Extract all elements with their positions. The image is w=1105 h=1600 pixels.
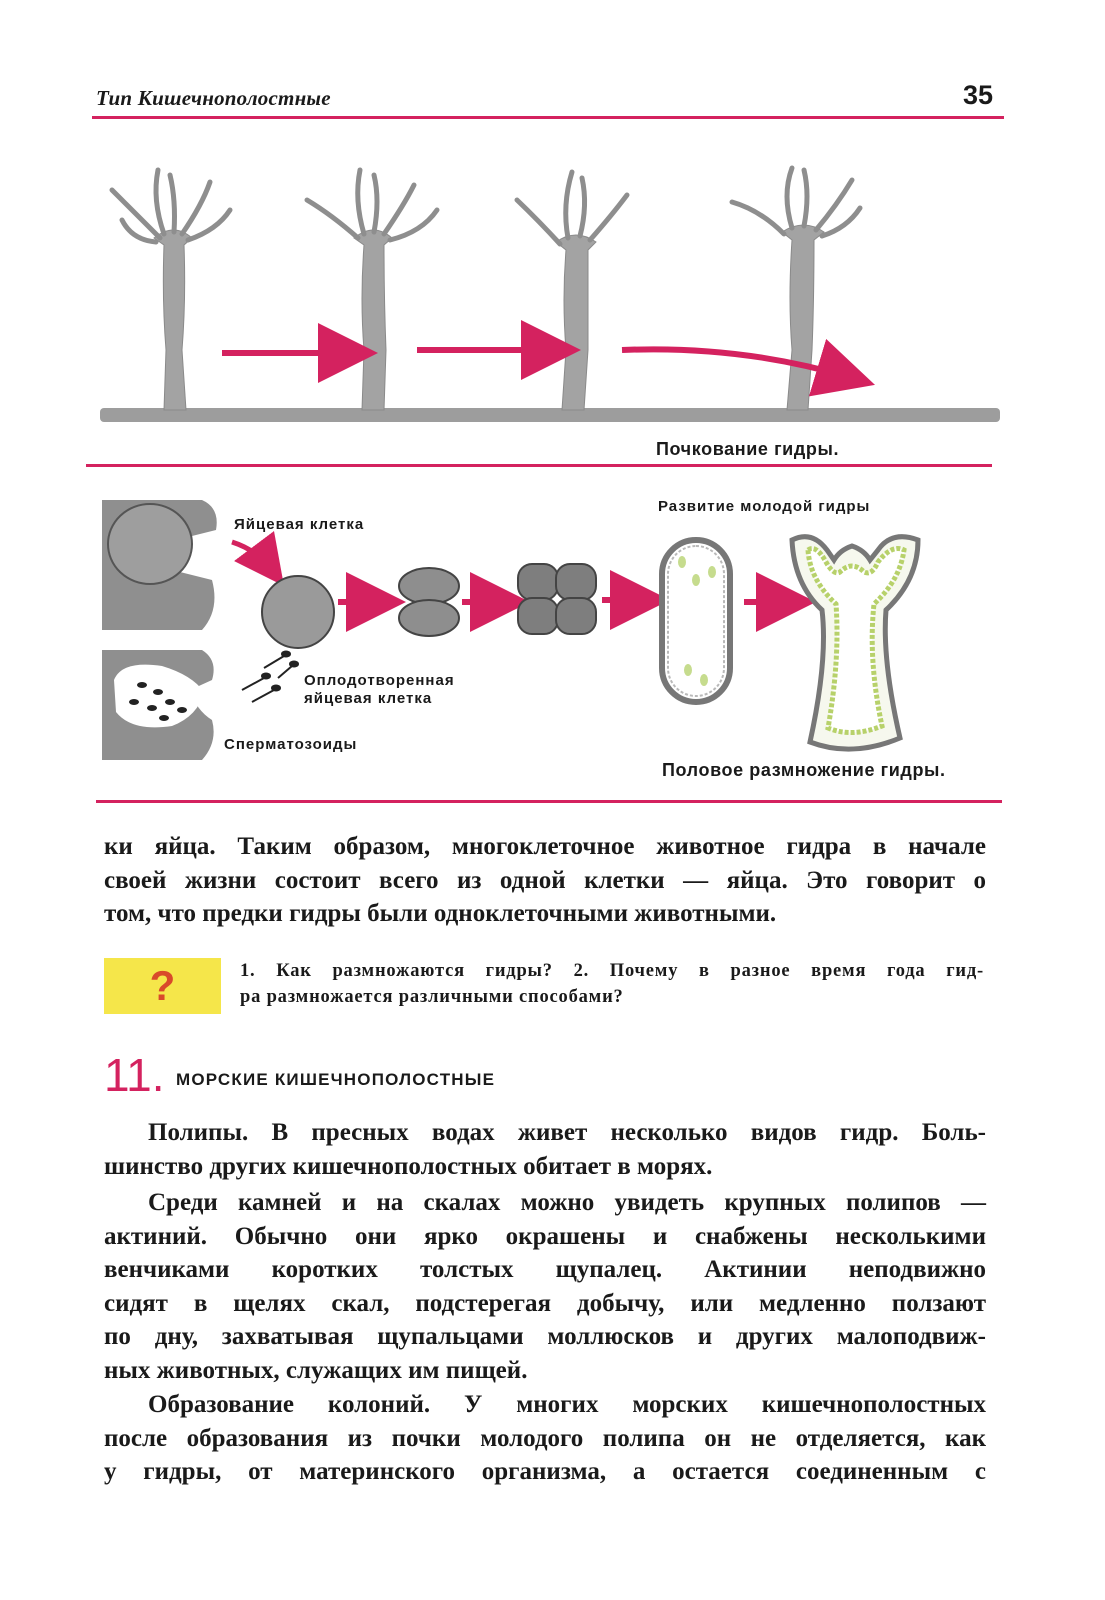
page-number: 35 (962, 80, 993, 110)
egg-cell-label: Яйцевая клетка (234, 516, 365, 533)
substrate-bar (100, 408, 1000, 422)
development-label: Развитие молодой гидры (658, 498, 871, 515)
polyps-paragraph: Полипы. В пресных водах живет несколько видов гидр. Боль- шинство других кишечнополостных обитает в морях. (104, 1119, 986, 1180)
actinia-paragraph: Среди камней и на скалах можно увидеть крупных полипов — актиний. Обычно они ярко окрашены и снабжены несколькими венчиками коротких толстых щупалец. Актинии неподвижно сидят в щелях скал, подстерегая добычу, или медленно ползают по дну, захватывая щупальцами моллюсков и других малоподвиж- ных животных, служащих им пищей. (104, 1189, 986, 1384)
egg-in-ovary (108, 504, 192, 584)
figure2-caption: Половое размножение гидры. (662, 760, 946, 780)
hydra-stage-2 (307, 170, 437, 410)
figure1-caption: Почкование гидры. (656, 439, 840, 459)
review-questions: 1. Как размножаются гидры? 2. Почему в разное время года гид- ра размножается различными способами? (240, 961, 984, 1007)
hydra-budding-illustration (92, 150, 1004, 445)
eight-cell-stage (518, 564, 596, 634)
header-rule (92, 116, 1004, 119)
section-title: МОРСКИЕ КИШЕЧНОПОЛОСТНЫЕ (176, 1070, 496, 1089)
hydra-stage-3 (517, 172, 627, 410)
running-head: Тип Кишечнополостные (96, 86, 331, 110)
young-hydra-stage (792, 537, 918, 749)
section-number: 11. (104, 1049, 165, 1101)
question-badge: ? (104, 958, 221, 1014)
figure1-rule (86, 464, 992, 467)
colonies-paragraph: Образование колоний. У многих морских кишечнополостных после образования из почки молодого полипа он не отделяется, как у гидры, от материнского организма, а остается соединенным с (104, 1391, 986, 1486)
sperm-label: Сперматозоиды (224, 736, 358, 753)
egg-cell (262, 576, 334, 648)
hydra-stage-1 (112, 170, 230, 410)
free-sperm (242, 652, 298, 703)
egg-release-arrow (232, 542, 272, 570)
intro-paragraph: ки яйца. Таким образом, многоклеточное животное гидра в начале своей жизни состоит всего из одной клетки — яйца. Это говорит о том, что предки гидры были одноклеточными животными. (104, 833, 986, 928)
figure2-rule (96, 800, 1002, 803)
fertilized-egg-label-2: яйцевая клетка (304, 690, 433, 707)
two-cell-stage (399, 568, 459, 636)
budding-arrow-3 (622, 349, 852, 378)
fertilized-egg-label-1: Оплодотворенная (304, 672, 455, 689)
blastula-stage (662, 540, 730, 702)
